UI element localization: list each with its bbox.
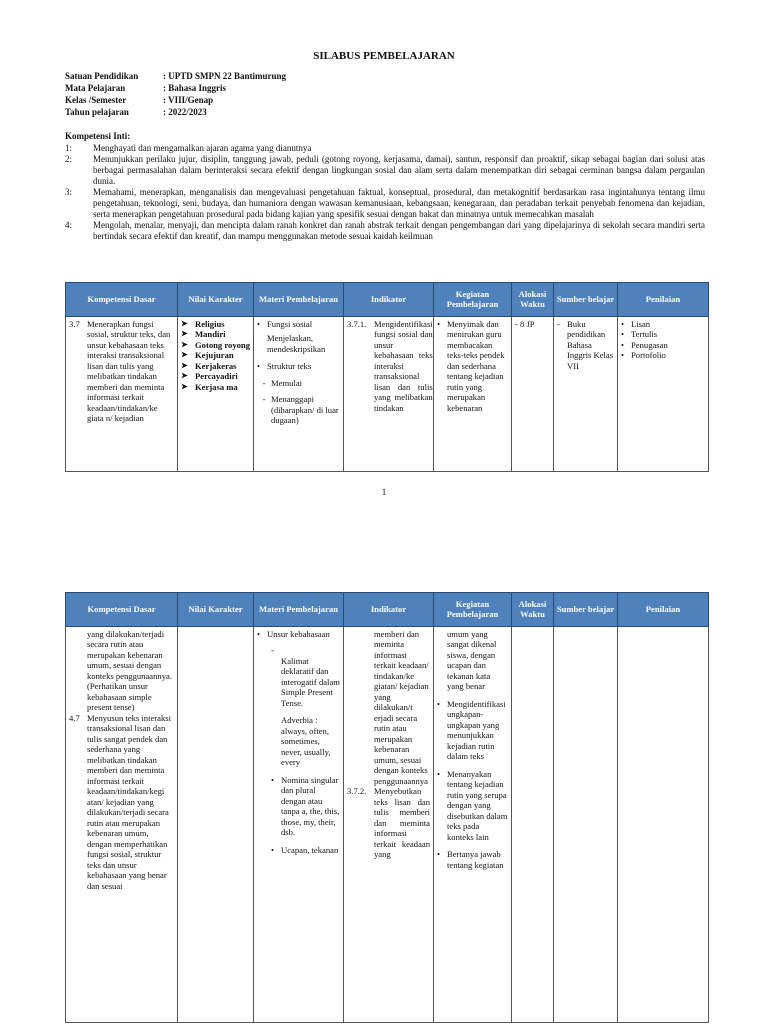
ki-number: 4: xyxy=(65,219,73,230)
indicator-number: 3.7.2. xyxy=(347,786,367,797)
bullet-icon: • xyxy=(257,319,261,329)
nilai-item: Kejujuran xyxy=(195,350,234,361)
identity-value: : Bahasa Inggris xyxy=(163,82,227,93)
identity-value: : UPTD SMPN 22 Bantimurung xyxy=(163,71,287,81)
header-sumber: Sumber belajar xyxy=(554,593,618,627)
bullet-icon: • xyxy=(621,329,625,340)
dash-bullet: - xyxy=(557,319,560,329)
indicator-number: 3.7.1. xyxy=(347,319,367,329)
kd-number: 3.7 xyxy=(69,319,80,329)
bullet-icon: • xyxy=(271,844,275,855)
header-penilaian: Penilaian xyxy=(618,593,709,627)
materi-kalimat: Kalimat deklaratif dan interogatif dalam Simple Present Tense. xyxy=(281,655,340,708)
header-nilai-karakter: Nilai Karakter xyxy=(178,593,254,627)
bullet-icon: • xyxy=(437,319,441,329)
nilai-item: Kerjakeras xyxy=(195,360,237,371)
nilai-item: Mandiri xyxy=(195,329,226,340)
cell-materi xyxy=(254,317,344,472)
header-kegiatan: Kegiatan Pembelajaran xyxy=(434,593,512,627)
penilaian-item: Penugasan xyxy=(631,339,668,350)
ki-item xyxy=(65,220,705,242)
table-row xyxy=(66,317,709,472)
ki-item xyxy=(65,143,705,154)
identity-label: Satuan Pendidikan xyxy=(65,71,139,81)
bullet-icon: • xyxy=(271,774,275,785)
kegiatan-item: Mengidentifikasi ungkapan-ungkapan yang menunjukkan kejadian rutin dalam teks xyxy=(447,698,506,762)
cell-nilai-karakter xyxy=(178,317,254,472)
arrow-bullet-icon: ➤ xyxy=(181,360,188,370)
kegiatan-item: Menyimak dan menirukan guru membacakan teks-teks pendek dan sederhana tentang kejadian rutin yang merupakan kebenaran xyxy=(447,319,505,413)
bullet-icon: • xyxy=(257,629,261,639)
cell-nilai-karakter xyxy=(178,627,254,1023)
header-kompetensi-dasar: Kompetensi Dasar xyxy=(66,283,178,317)
cell-indikator xyxy=(344,627,434,1023)
document-title: SILABUS PEMBELAJARAN xyxy=(313,50,455,62)
kompetensi-inti-list xyxy=(65,143,705,242)
materi-nomina: Nomina singular dan plural dengan atau tanpa a, the, this, those, my, their, dsb. xyxy=(281,774,340,838)
header-materi: Materi Pembelajaran xyxy=(254,593,344,627)
cell-penilaian xyxy=(618,317,709,472)
arrow-bullet-icon: ➤ xyxy=(181,319,188,328)
cell-alokasi xyxy=(512,317,554,472)
bullet-icon: • xyxy=(437,698,441,709)
header-alokasi: Alokasi Waktu xyxy=(512,283,554,317)
sumber-item: Buku pendidikan Bahasa Inggris Kelas VII xyxy=(567,319,614,371)
cell-kegiatan xyxy=(434,627,512,1023)
materi-item: Unsur kebahasaan xyxy=(267,629,330,639)
header-kegiatan: Kegiatan Pembelajaran xyxy=(434,283,512,317)
cell-kompetensi-dasar xyxy=(66,627,178,1023)
ki-heading-text: Kompetensi Inti xyxy=(65,131,128,141)
kd-text: Menerapkan fungsi sosial, struktur teks, dan unsur kebahasaan teks interaksi transaksional lisan dan tulis yang melibatkan tindakan memberi dan meminta informasi terkait keadaan/tindakan/ke giata n/ kejadian xyxy=(87,319,171,424)
header-indikator: Indikator xyxy=(344,593,434,627)
kd-continuation: yang dilakukan/terjadi secara rutin atau merupakan kebenaran umum, sesuai dengan konteks penggunaannya. (Perhatikan unsur kebahasaan simple present tense) xyxy=(87,629,172,713)
identity-label: Kelas /Semester xyxy=(65,94,127,105)
header-nilai-karakter: Nilai Karakter xyxy=(178,283,254,317)
alokasi-value: - 8 JP xyxy=(515,319,535,329)
dash-bullet: - xyxy=(271,645,274,656)
materi-adverbia: Adverbia : always, often, sometimes, never, usually, every xyxy=(281,715,331,768)
kegiatan-item: Bertanya jawab tentang kegiatan xyxy=(447,849,504,870)
arrow-bullet-icon: ➤ xyxy=(181,381,188,391)
dash-bullet: - xyxy=(262,394,266,405)
ki-text: Mengolah, menalar, menyaji, dan mencipta dalam ranah konkret dan ranah abstrak terkait dengan pengembangan dari yang dipelajarinya di sekolah secara mandiri serta bertindak secara efektif dan kreatif, dan mampu menggunakan metode sesuai kaidah keilmuan xyxy=(93,219,705,241)
indicator-continuation: memberi dan meminta informasi terkait keadaan/ tindakan/ke giatan/ kejadian yang dilakukan/t erjadi secara rutin atau merupakan kebenaran umum, sesuai dengan konteks penggunaannya xyxy=(374,629,429,786)
bullet-icon: • xyxy=(621,339,625,350)
cell-sumber xyxy=(554,627,618,1023)
syllabus-table-continued xyxy=(65,592,709,1023)
materi-item: Fungsi sosial xyxy=(267,319,313,329)
arrow-bullet-icon: ➤ xyxy=(181,339,188,349)
materi-ucapan: Ucapan, tekanan xyxy=(281,844,339,855)
arrow-bullet-icon: ➤ xyxy=(181,350,188,360)
ki-number: 1: xyxy=(65,143,73,153)
kegiatan-item: Menanyakan tentang kejadian rutin yang serupa dengan yang disebutkan dalam teks pada konteks lain xyxy=(447,768,508,842)
ki-text: Menghayati dan mengamalkan ajaran agama yang dianutnya xyxy=(93,143,312,153)
materi-sub: Menjelaskan, mendeskripsikan xyxy=(267,333,326,354)
table-row xyxy=(66,627,709,1023)
bullet-icon: • xyxy=(437,768,441,779)
ki-number: 3: xyxy=(65,186,73,197)
table-header-row xyxy=(66,593,709,627)
cell-sumber xyxy=(554,317,618,472)
kompetensi-inti-heading: Kompetensi Inti: xyxy=(65,131,131,141)
bullet-icon: • xyxy=(621,319,625,329)
table-header-row xyxy=(66,283,709,317)
arrow-bullet-icon: ➤ xyxy=(181,371,188,381)
indicator-text: Mengidentifikasi fungsi sosial dan unsur kebahasaan teks interaksi transaksional lisan dan tulis yang melibatkan tindakan xyxy=(374,319,433,413)
syllabus-table xyxy=(65,282,709,472)
identity-value: : 2022/2023 xyxy=(163,106,207,117)
nilai-item: Gotong royong xyxy=(195,339,250,350)
identity-label: Tahun pelajaran xyxy=(65,106,129,117)
identity-value: : VIII/Genap xyxy=(163,94,214,105)
header-alokasi: Alokasi Waktu xyxy=(512,593,554,627)
cell-kegiatan xyxy=(434,317,512,472)
ki-text: Memahami, menerapkan, menganalisis dan mengevaluasi pengetahuan faktual, konseptual, prosedural, dan metakognitif berdasarkan rasa ingintahunya tentang ilmu pengetahuan, teknologi, seni, budaya, dan humaniora dengan wawasan kemanusiaan, kebangsaan, kenegaraan, dan peradaban terkait penyebab fenomena dan kejadian, serta menerapkan pengetahuan prosedural pada bidang kajian yang spesifik sesuai dengan bakat dan minatnya untuk memecahkan masalah xyxy=(93,186,705,219)
materi-item: Struktur teks xyxy=(267,361,312,372)
ki-item xyxy=(65,187,705,220)
bullet-icon: • xyxy=(257,361,261,372)
identity-block xyxy=(65,71,363,118)
nilai-item: Religius xyxy=(195,319,225,329)
cell-alokasi xyxy=(512,627,554,1023)
cell-penilaian xyxy=(618,627,709,1023)
bullet-icon: • xyxy=(621,350,625,361)
header-sumber: Sumber belajar xyxy=(554,283,618,317)
header-kompetensi-dasar: Kompetensi Dasar xyxy=(66,593,178,627)
kd-number: 4.7 xyxy=(69,712,80,723)
indicator-text: Menyebutkan teks lisan dan tulis memberi dan meminta informasi terkait keadaan yang xyxy=(374,786,430,860)
ki-text: Menunjukkan perilaku jujur, disiplin, tanggung jawab, peduli (gotong royong, kerjasama, damai), santun, responsif dan proaktif, sikap sebagai bagian dari solusi atas berbagai permasalahan dalam berinteraksi secara efektif dengan lingkungan sosial dan alam serta dalam menempatkan diri sebagai cerminan bangsa dalam pergaulan dunia. xyxy=(93,153,705,186)
dash-bullet: - xyxy=(262,377,266,388)
kd-text: Menyusun teks interaksi transaksional lisan dan tulis sangat pendek dan sederhana yang melibatkan tindakan memberi dan meminta informasi terkait keadaan/tindakan/kegi atan/ kejadian yang dilakukan/terjadi secara rutin atau merupakan kebenaran umum, dengan memperhatikan fungsi sosial, struktur teks dan unsur kebahasaan yang benar dan sesuai xyxy=(87,712,172,891)
header-indikator: Indikator xyxy=(344,283,434,317)
ki-item xyxy=(65,154,705,187)
page-number: 1 xyxy=(381,487,387,497)
bullet-icon: • xyxy=(437,849,441,860)
penilaian-item: Tertulis xyxy=(631,329,658,340)
cell-kompetensi-dasar xyxy=(66,317,178,472)
kegiatan-continuation: umum yang sangat dikenal siswa, dengan ucapan dan tekanan kata yang benar xyxy=(447,629,497,692)
identity-label: Mata Pelajaran xyxy=(65,82,126,93)
nilai-item: Kerjasa ma xyxy=(195,381,238,392)
penilaian-item: Lisan xyxy=(631,319,651,329)
ki-number: 2: xyxy=(65,153,73,164)
arrow-bullet-icon: ➤ xyxy=(181,329,188,339)
materi-dash-item: Menanggapi (diharapkan/ di luar dugaan) xyxy=(271,394,339,426)
nilai-item: Percayadiri xyxy=(195,371,238,382)
cell-indikator xyxy=(344,317,434,472)
penilaian-item: Portofolio xyxy=(631,350,666,361)
cell-materi xyxy=(254,627,344,1023)
header-materi: Materi Pembelajaran xyxy=(254,283,344,317)
header-penilaian: Penilaian xyxy=(618,283,709,317)
materi-dash-item: Memulai xyxy=(271,377,303,388)
